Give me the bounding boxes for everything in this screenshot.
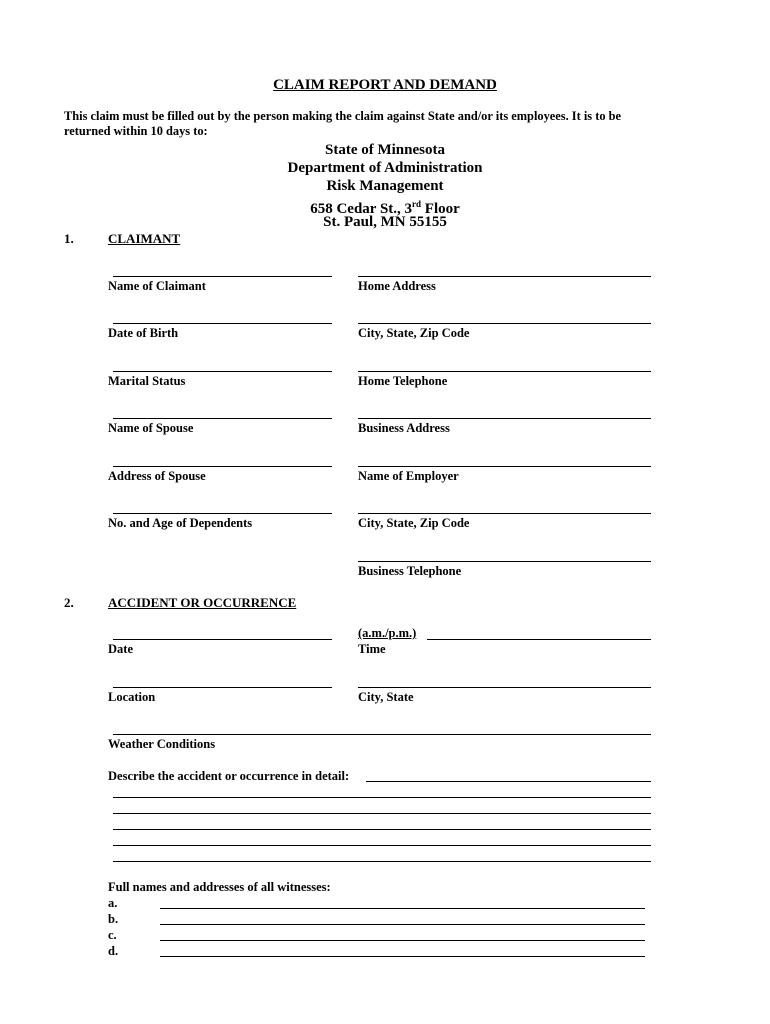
- address-ordinal-suffix: rd: [412, 199, 422, 209]
- address-line-5: St. Paul, MN 55155: [323, 214, 447, 230]
- form-instructions: This claim must be filled out by the person making the claim against State and/or its employees. It is to be returned within 10 days to:: [64, 109, 622, 138]
- name-of-claimant-label: Name of Claimant: [108, 279, 206, 293]
- weather-conditions-line[interactable]: [113, 734, 651, 735]
- section-2-heading: ACCIDENT OR OCCURRENCE: [108, 595, 297, 610]
- address-line-3: Risk Management: [326, 178, 444, 194]
- weather-conditions-label: Weather Conditions: [108, 737, 216, 751]
- business-address-line[interactable]: [358, 418, 651, 419]
- describe-line-3[interactable]: [113, 813, 651, 814]
- accident-time-line[interactable]: [427, 639, 651, 640]
- employer-city-state-zip-label: City, State, Zip Code: [358, 516, 470, 530]
- address-line-1: State of Minnesota: [325, 142, 445, 158]
- name-of-employer-line[interactable]: [358, 466, 651, 467]
- address-of-spouse-label: Address of Spouse: [108, 469, 206, 483]
- date-of-birth-label: Date of Birth: [108, 326, 179, 340]
- name-of-spouse-line[interactable]: [113, 418, 332, 419]
- dependents-line[interactable]: [113, 513, 332, 514]
- date-of-birth-line[interactable]: [113, 323, 332, 324]
- business-telephone-label: Business Telephone: [358, 564, 462, 578]
- witness-d-line[interactable]: [160, 956, 645, 957]
- employer-city-state-zip-line[interactable]: [358, 513, 651, 514]
- witness-b-letter: b.: [108, 912, 119, 926]
- witnesses-label: Full names and addresses of all witnesses:: [108, 880, 331, 894]
- describe-line-1[interactable]: [366, 781, 651, 782]
- section-2-number: 2.: [64, 595, 74, 610]
- business-address-label: Business Address: [358, 421, 450, 435]
- home-telephone-line[interactable]: [358, 371, 651, 372]
- marital-status-label: Marital Status: [108, 374, 186, 388]
- marital-status-line[interactable]: [113, 371, 332, 372]
- city-state-zip-line[interactable]: [358, 323, 651, 324]
- describe-accident-label: Describe the accident or occurrence in detail:: [108, 769, 350, 783]
- address-line-2: Department of Administration: [287, 160, 483, 176]
- accident-time-label: Time: [358, 642, 386, 656]
- city-state-zip-label: City, State, Zip Code: [358, 326, 470, 340]
- describe-line-5[interactable]: [113, 845, 651, 846]
- witness-d-letter: d.: [108, 944, 119, 958]
- address-of-spouse-line[interactable]: [113, 466, 332, 467]
- accident-city-state-line[interactable]: [358, 687, 651, 688]
- address-floor: Floor: [421, 201, 460, 217]
- accident-city-state-label: City, State: [358, 690, 414, 704]
- address-street: 658 Cedar St., 3: [310, 201, 413, 217]
- witness-a-letter: a.: [108, 896, 118, 910]
- accident-date-line[interactable]: [113, 639, 332, 640]
- describe-line-2[interactable]: [113, 797, 651, 798]
- witness-a-line[interactable]: [160, 908, 645, 909]
- ampm-label: (a.m./p.m.): [358, 626, 417, 640]
- describe-line-6[interactable]: [113, 861, 651, 862]
- name-of-spouse-label: Name of Spouse: [108, 421, 194, 435]
- business-telephone-line[interactable]: [358, 561, 651, 562]
- section-1-heading: CLAIMANT: [108, 231, 181, 246]
- describe-line-4[interactable]: [113, 829, 651, 830]
- home-address-line[interactable]: [358, 276, 651, 277]
- section-1-number: 1.: [64, 231, 74, 246]
- witness-c-letter: c.: [108, 928, 117, 942]
- witness-b-line[interactable]: [160, 924, 645, 925]
- location-line[interactable]: [113, 687, 332, 688]
- name-of-claimant-line[interactable]: [113, 276, 332, 277]
- accident-date-label: Date: [108, 642, 133, 656]
- location-label: Location: [108, 690, 156, 704]
- home-telephone-label: Home Telephone: [358, 374, 448, 388]
- witness-c-line[interactable]: [160, 940, 645, 941]
- home-address-label: Home Address: [358, 279, 436, 293]
- dependents-label: No. and Age of Dependents: [108, 516, 253, 530]
- name-of-employer-label: Name of Employer: [358, 469, 459, 483]
- form-title: CLAIM REPORT AND DEMAND: [273, 77, 497, 93]
